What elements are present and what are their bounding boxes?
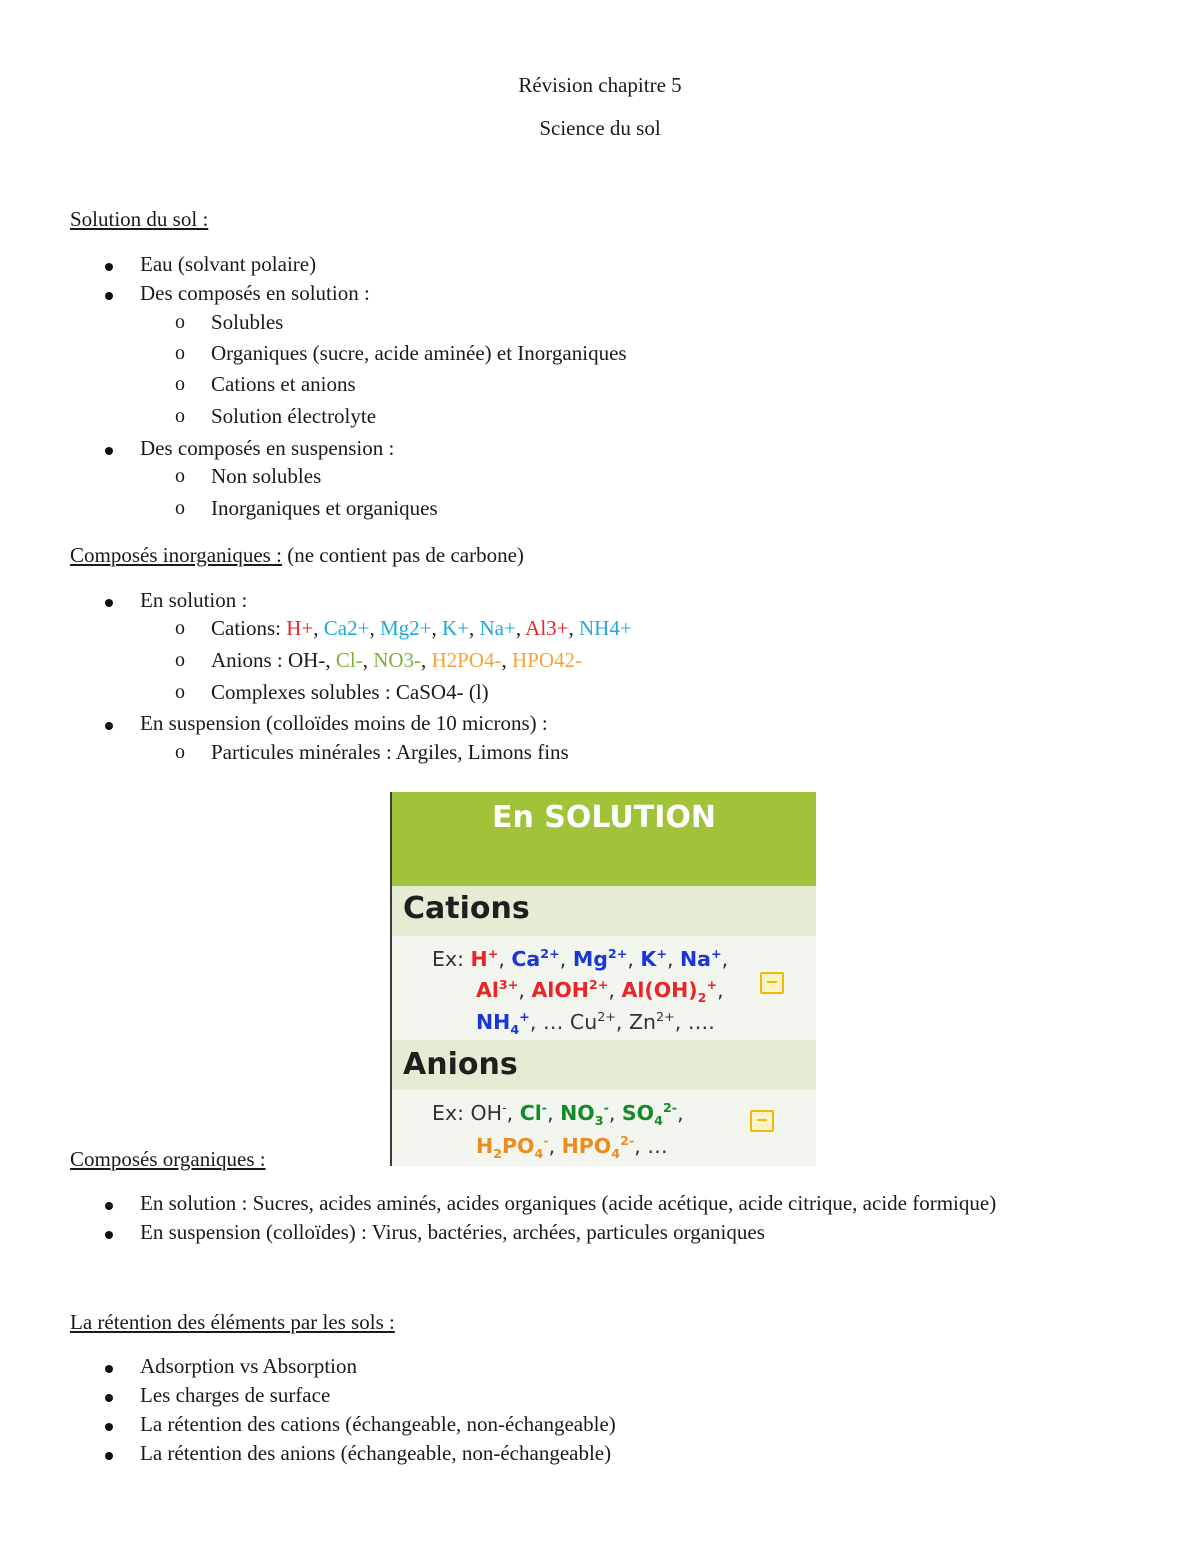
cations-list	[286, 616, 631, 640]
section-heading-composes-organiques: Composés organiques :	[70, 1147, 266, 1171]
circle-bullet-icon: o	[175, 342, 185, 364]
comment-icon	[750, 1110, 774, 1132]
cation-ion: Na+	[479, 616, 516, 640]
separator: ,	[568, 616, 580, 640]
list-item: En suspension (colloïdes) : Virus, bactéries, archées, particules organiques	[140, 1220, 765, 1244]
separator: ,	[431, 616, 442, 640]
list-item: En solution : Sucres, acides aminés, acides organiques (acide acétique, acide citrique, acide formique)	[140, 1191, 997, 1215]
cation-ion: Mg2+	[379, 616, 432, 640]
bullet-icon	[105, 1452, 113, 1460]
cation-ion: H+	[286, 616, 314, 640]
bullet-icon	[105, 1394, 113, 1402]
bullet-icon	[105, 263, 113, 271]
slide-ion: $Al(OH)_2^+$	[621, 977, 718, 1006]
list-item: Des composés en suspension :	[140, 436, 395, 460]
list-item: Les charges de surface	[140, 1383, 331, 1407]
separator: ,	[468, 616, 480, 640]
circle-bullet-icon: o	[175, 373, 185, 395]
circle-bullet-icon: o	[175, 465, 185, 487]
slide-anions-row-2: $H_2PO_4^-$, $HPO_4^{2-}$, …	[476, 1133, 668, 1162]
separator: ,	[369, 616, 380, 640]
slide-anions-row-1: Ex: OH-, Cl-, $NO_3^-$, $SO_4^{2-}$,	[432, 1100, 684, 1129]
comment-icon	[760, 972, 784, 994]
sub-list-item: Complexes solubles : CaSO4- (l)	[211, 680, 489, 704]
anion-ion: H2PO4-	[431, 648, 502, 672]
bullet-icon	[105, 1365, 113, 1373]
circle-bullet-icon: o	[175, 617, 185, 639]
sub-list-item: Solubles	[211, 310, 284, 334]
separator: ,	[515, 616, 526, 640]
separator: ,	[362, 648, 374, 672]
circle-bullet-icon: o	[175, 741, 185, 763]
en-solution-slide-image	[390, 792, 816, 1166]
slide-ion: $NH_4^+$	[476, 1009, 530, 1038]
slide-ion: Cl-	[519, 1100, 548, 1125]
cations-line	[211, 616, 632, 641]
sub-list-item: Cations et anions	[211, 372, 356, 396]
list-item: La rétention des cations (échangeable, non-échangeable)	[140, 1412, 616, 1436]
anions-label: Anions :	[211, 648, 289, 672]
bullet-icon	[105, 1202, 113, 1210]
anion-ion: OH-	[288, 648, 326, 672]
bullet-icon	[105, 292, 113, 300]
bullet-icon	[105, 447, 113, 455]
slide-ion: $HPO_4^{2-}$	[561, 1133, 635, 1162]
circle-bullet-icon: o	[175, 681, 185, 703]
document-subtitle: Science du sol	[539, 116, 661, 140]
slide-cations-heading: Cations	[403, 891, 530, 926]
list-item: La rétention des anions (échangeable, non-échangeable)	[140, 1441, 612, 1465]
circle-bullet-icon: o	[175, 311, 185, 333]
slide-cations-row-2: $Al^{3+}$, AlOH$^{2+}$, $Al(OH)_2^+$,	[476, 977, 724, 1006]
list-item: En suspension (colloïdes moins de 10 microns) :	[140, 711, 548, 735]
cation-ion: Ca2+	[323, 616, 370, 640]
separator: ,	[421, 648, 432, 672]
slide-ion: H+	[470, 946, 499, 971]
slide-ion: $NO_3^-$	[560, 1100, 609, 1129]
slide-anions-heading: Anions	[403, 1047, 518, 1082]
bullet-icon	[105, 1231, 113, 1239]
cations-label: Cations:	[211, 616, 287, 640]
cation-ion: K+	[441, 616, 469, 640]
slide-cations-row-1: Ex: H+, $Ca^{2+}$, $Mg^{2+}$, K+, Na+,	[432, 946, 729, 971]
circle-bullet-icon: o	[175, 497, 185, 519]
section-heading-retention: La rétention des éléments par les sols :	[70, 1310, 395, 1334]
slide-cations-row-3: $NH_4^+$, … $Cu^{2+}$, $Zn^{2+}$, ….	[476, 1009, 715, 1038]
section-heading-text: Composés inorganiques :	[70, 543, 282, 567]
sub-list-item: Inorganiques et organiques	[211, 496, 438, 520]
slide-ion: $SO_4^{2-}$	[621, 1100, 678, 1129]
list-item: Des composés en solution :	[140, 281, 370, 305]
slide-ex-label: Ex:	[432, 1101, 471, 1125]
slide-ion: $Mg^{2+}$	[572, 946, 628, 971]
anion-ion: NO3-	[373, 648, 422, 672]
bullet-icon	[105, 599, 113, 607]
circle-bullet-icon: o	[175, 649, 185, 671]
list-item: Eau (solvant polaire)	[140, 252, 317, 276]
slide-ion: AlOH$^{2+}$	[531, 977, 609, 1002]
separator: ,	[325, 648, 336, 672]
sub-list-item: Solution électrolyte	[211, 404, 377, 428]
slide-title: En SOLUTION	[491, 800, 717, 835]
cation-ion: Al3+	[525, 616, 569, 640]
cation-ion: NH4+	[579, 616, 632, 640]
bullet-icon	[105, 1423, 113, 1431]
sub-list-item: Non solubles	[211, 464, 322, 488]
slide-ion: $Ca^{2+}$	[511, 946, 560, 971]
bullet-icon	[105, 722, 113, 730]
sub-list-item: Particules minérales : Argiles, Limons fins	[211, 740, 569, 764]
slide-ion: $H_2PO_4^-$	[476, 1133, 549, 1162]
anions-list	[288, 648, 582, 672]
slide-ion: Na+	[680, 946, 722, 971]
slide-ion: K+	[640, 946, 667, 971]
section-heading-note: (ne contient pas de carbone)	[287, 543, 524, 567]
circle-bullet-icon: o	[175, 405, 185, 427]
anion-ion: HPO42-	[512, 648, 583, 672]
slide-ex-label: Ex:	[432, 947, 471, 971]
anion-ion: Cl-	[335, 648, 363, 672]
anions-line	[211, 648, 582, 673]
list-item: Adsorption vs Absorption	[140, 1354, 358, 1378]
separator: ,	[313, 616, 324, 640]
section-heading-solution-du-sol: Solution du sol :	[70, 207, 209, 231]
slide-ion: $Al^{3+}$	[476, 977, 519, 1002]
list-item: En solution :	[140, 588, 248, 612]
document-title: Révision chapitre 5	[518, 73, 682, 97]
section-heading-composes-inorganiques	[70, 543, 524, 568]
sub-list-item: Organiques (sucre, acide aminée) et Inorganiques	[211, 341, 627, 365]
separator: ,	[501, 648, 513, 672]
